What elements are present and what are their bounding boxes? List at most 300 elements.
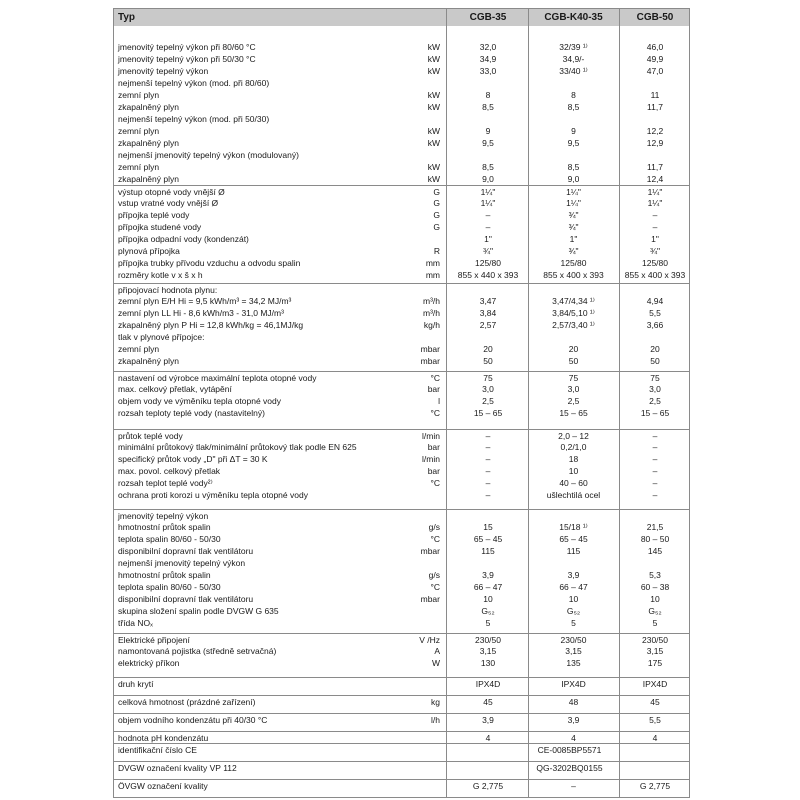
- row-unit: [412, 113, 440, 125]
- value-cgb-k40-35: 2,57/3,40 ¹⁾: [552, 320, 595, 330]
- value-cgb-50: 20: [650, 344, 660, 354]
- table-row: [114, 137, 689, 149]
- table-row: [114, 557, 689, 569]
- value-cgb-50: G₅₂: [648, 606, 662, 616]
- row-unit: °C: [430, 478, 440, 488]
- value-cgb-35: –: [485, 454, 491, 464]
- row-unit: g/s: [428, 522, 440, 532]
- row-unit: W: [431, 658, 440, 668]
- row-unit: kW: [427, 102, 440, 112]
- value-cgb-k40-35: 75: [568, 373, 579, 383]
- row-label: zemní plyn: [118, 126, 160, 136]
- value-cgb-50: 11,7: [647, 162, 663, 172]
- table-row: [114, 407, 689, 419]
- table-row: [114, 355, 689, 367]
- row-unit: °C: [430, 408, 440, 418]
- row-unit: mm: [425, 258, 440, 268]
- row-unit: g/s: [428, 570, 440, 580]
- column-divider: [619, 9, 620, 797]
- value-cgb-35: 33,0: [479, 66, 497, 76]
- row-unit: kg: [431, 697, 440, 707]
- table-row: [114, 383, 689, 395]
- row-unit: R: [433, 246, 440, 256]
- row-label: nastavení od výrobce maximální teplota otopné vody: [118, 373, 317, 383]
- value-cgb-k40-35: 65 – 45: [559, 534, 588, 544]
- row-unit: kW: [427, 162, 440, 172]
- value-cgb-50: 230/50: [642, 635, 668, 645]
- value-cgb-50: 75: [650, 373, 660, 383]
- value-cgb-k40-35: 9,5: [567, 138, 580, 148]
- row-label: zkapalněný plyn: [118, 356, 179, 366]
- value-cgb-k40-35: [528, 113, 619, 125]
- value-cgb-50: 855 x 400 x 393: [624, 270, 686, 280]
- value-cgb-50: 5,5: [649, 715, 661, 725]
- value-cgb-50: –: [652, 431, 658, 441]
- row-unit: [412, 780, 440, 792]
- value-cgb-35: 2,57: [479, 320, 497, 330]
- table-header: [114, 9, 689, 26]
- value-cgb-35: 15: [483, 522, 493, 532]
- table-row: [114, 77, 689, 89]
- value-cgb-35: 9,5: [482, 138, 494, 148]
- value-cgb-50: –: [652, 210, 658, 220]
- row-label: teplota spalin 80/60 - 50/30: [118, 534, 221, 544]
- value-cgb-k40-35: 48: [568, 697, 579, 707]
- row-label: přípojka trubky přívodu vzduchu a odvodu spalin: [118, 258, 301, 268]
- table-row: [114, 149, 689, 161]
- value-cgb-35: 15 – 65: [473, 408, 503, 418]
- value-cgb-35: G₅₂: [481, 606, 495, 616]
- row-label: rozsah teploty teplé vody (nastavitelný): [118, 408, 265, 418]
- value-cgb-k40-35: 125/80: [560, 258, 587, 268]
- row-unit: l/min: [422, 454, 440, 464]
- value-cgb-k40-35: 2,0 – 12: [558, 431, 589, 441]
- value-cgb-k40-35: [528, 557, 619, 569]
- value-cgb-k40-35: 9: [571, 126, 576, 136]
- value-cgb-k40-35: 3,9: [567, 715, 580, 725]
- value-cgb-k40-35: ¾": [568, 246, 579, 256]
- table-row: [114, 645, 689, 657]
- table-row: [114, 89, 689, 101]
- table-row: [114, 125, 689, 137]
- row-label: max. povol. celkový přetlak: [118, 466, 221, 476]
- value-cgb-k40-35: 32/39 ¹⁾: [559, 42, 588, 52]
- value-cgb-k40-35: G₅₂: [566, 606, 581, 616]
- row-label: jmenovitý tepelný výkon při 50/30 °C: [118, 54, 256, 64]
- row-unit: kW: [427, 90, 440, 100]
- table-row: [114, 209, 689, 221]
- table-row: [114, 173, 689, 185]
- table-row: [114, 605, 689, 617]
- value-cgb-50: –: [652, 466, 658, 476]
- value-cgb-k40-35: 8,5: [567, 162, 580, 172]
- value-cgb-35: 34,9: [479, 54, 497, 64]
- table-row: [114, 331, 689, 343]
- row-label: Elektrické připojení: [118, 635, 190, 645]
- row-unit: kW: [427, 66, 440, 76]
- row-label: tlak v plynové přípojce:: [118, 332, 205, 342]
- value-cgb-50: 4: [652, 733, 658, 743]
- value-cgb-50: 5,5: [649, 308, 661, 318]
- row-unit: mbar: [420, 344, 440, 354]
- table-row: [114, 617, 689, 629]
- row-label: zkapalněný plyn: [118, 102, 179, 112]
- value-cgb-35: –: [485, 210, 491, 220]
- value-cgb-35: 32,0: [479, 42, 497, 52]
- row-label: druh krytí: [118, 679, 154, 689]
- row-label: celková hmotnost (prázdné zařízení): [118, 697, 256, 707]
- value-cgb-k40-35: 20: [568, 344, 579, 354]
- row-unit: [412, 233, 440, 245]
- row-label: zemní plyn: [118, 344, 160, 354]
- row-value-merged: QG-3202BQ0155: [536, 763, 603, 773]
- row-unit: V /Hz: [419, 635, 440, 645]
- table-row: [114, 161, 689, 173]
- table-row: [114, 257, 689, 269]
- value-cgb-50: G 2,775: [639, 781, 671, 791]
- value-cgb-35: 65 – 45: [473, 534, 503, 544]
- value-cgb-35: 125/80: [475, 258, 501, 268]
- value-cgb-35: 3,84: [479, 308, 497, 318]
- row-unit: m³/h: [423, 296, 440, 306]
- row-label: zemní plyn LL Hi - 8,6 kWh/m3 - 31,0 MJ/m³: [118, 308, 284, 318]
- value-cgb-50: ¾": [649, 246, 661, 256]
- row-label: plynová přípojka: [118, 246, 180, 256]
- value-cgb-35: –: [485, 222, 491, 232]
- value-cgb-35: 3,9: [482, 570, 494, 580]
- table-row: [114, 779, 689, 792]
- value-cgb-50: 12,2: [646, 126, 664, 136]
- table-row: [114, 657, 689, 669]
- table-row: [114, 713, 689, 726]
- row-label: hmotnostní průtok spalin: [118, 522, 211, 532]
- table-row: [114, 453, 689, 465]
- value-cgb-35: –: [485, 478, 491, 488]
- value-cgb-35: 9: [485, 126, 491, 136]
- value-cgb-50: –: [652, 490, 658, 500]
- row-label: vstup vratné vody vnější Ø: [118, 198, 219, 208]
- value-cgb-50: 45: [650, 697, 660, 707]
- value-cgb-35: ¾": [482, 246, 494, 256]
- value-cgb-k40-35: [528, 149, 619, 161]
- value-cgb-k40-35: 10: [568, 466, 579, 476]
- row-label: ochrana proti korozi u výměníku tepla otopné vody: [118, 490, 308, 500]
- value-cgb-50: –: [652, 478, 658, 488]
- row-unit: [412, 744, 440, 756]
- table-row: [114, 307, 689, 319]
- table-row: [114, 197, 689, 209]
- row-label: minimální průtokový tlak/minimální průtokový tlak podle EN 625: [118, 442, 357, 452]
- value-cgb-35: 45: [483, 697, 493, 707]
- value-cgb-50: 145: [647, 546, 663, 556]
- table-row: [114, 489, 689, 501]
- value-cgb-k40-35: 1¼": [566, 187, 581, 197]
- row-label: přípojka teplé vody: [118, 210, 190, 220]
- value-cgb-k40-35: IPX4D: [561, 679, 586, 689]
- value-cgb-k40-35: 40 – 60: [559, 478, 588, 488]
- row-unit: l/h: [431, 715, 440, 725]
- value-cgb-50: 125/80: [642, 258, 668, 268]
- value-cgb-k40-35: 3,15: [565, 646, 582, 656]
- value-cgb-k40-35: 15 – 65: [559, 408, 588, 418]
- row-unit: kg/h: [423, 320, 440, 330]
- table-row: [114, 343, 689, 355]
- value-cgb-35: [448, 113, 528, 125]
- value-cgb-50: 4,94: [646, 296, 664, 306]
- value-cgb-k40-35: 1": [569, 234, 578, 244]
- row-unit: °C: [430, 582, 440, 592]
- value-cgb-k40-35: [528, 331, 619, 343]
- table-row: [114, 441, 689, 453]
- value-cgb-50: 5: [652, 618, 658, 628]
- value-cgb-50: 11: [650, 90, 660, 100]
- value-cgb-k40-35: 115: [566, 546, 581, 556]
- value-cgb-k40-35: [528, 77, 619, 89]
- value-cgb-35: –: [485, 466, 491, 476]
- value-cgb-50: [619, 149, 691, 161]
- value-cgb-50: 1": [651, 234, 659, 244]
- value-cgb-35: 8: [485, 90, 491, 100]
- row-label: specifický průtok vody „D" při ΔT = 30 K: [118, 454, 268, 464]
- value-cgb-35: 50: [483, 356, 493, 366]
- value-cgb-50: 2,5: [649, 396, 661, 406]
- value-cgb-k40-35: –: [571, 781, 576, 791]
- table-row: [114, 53, 689, 65]
- value-cgb-50: [619, 557, 691, 569]
- row-label: nejmenší tepelný výkon (mod. při 50/30): [118, 114, 270, 124]
- value-cgb-50: 49,9: [646, 54, 664, 64]
- row-label: objem vodního kondenzátu při 40/30 °C: [118, 715, 268, 725]
- value-cgb-35: 1¼": [480, 198, 496, 208]
- value-cgb-k40-35: ¾": [568, 210, 579, 220]
- value-cgb-50: [619, 113, 691, 125]
- row-unit: G: [433, 187, 440, 197]
- value-cgb-k40-35: 8: [571, 90, 576, 100]
- column-divider: [446, 9, 447, 797]
- row-unit: l/min: [422, 431, 440, 441]
- row-label: průtok teplé vody: [118, 431, 183, 441]
- value-cgb-k40-35: 3,47/4,34 ¹⁾: [552, 296, 595, 306]
- value-cgb-35: 130: [480, 658, 496, 668]
- row-unit: bar: [427, 384, 440, 394]
- value-cgb-k40-35: 2,5: [567, 396, 580, 406]
- header-label: Typ: [118, 12, 136, 23]
- value-cgb-k40-35: 4: [571, 733, 576, 743]
- row-label: nejmenší tepelný výkon (mod. při 80/60): [118, 78, 270, 88]
- value-cgb-35: 855 x 440 x 393: [457, 270, 519, 280]
- row-label: rozsah teplot teplé vody²⁾: [118, 478, 213, 488]
- row-unit: mm: [425, 270, 440, 280]
- row-unit: bar: [427, 466, 440, 476]
- row-label: zkapalněný plyn: [118, 138, 179, 148]
- table-row: [114, 593, 689, 605]
- row-unit: mbar: [420, 356, 440, 366]
- value-cgb-50: 15 – 65: [640, 408, 670, 418]
- table-row: [114, 465, 689, 477]
- value-cgb-k40-35: 9,0: [567, 174, 580, 184]
- value-cgb-k40-35: 0,2/1,0: [560, 442, 587, 452]
- row-label: disponibilní dopravní tlak ventilátoru: [118, 594, 254, 604]
- value-cgb-35: 20: [483, 344, 493, 354]
- value-cgb-35: 1¼": [480, 187, 496, 197]
- value-cgb-35: 4: [485, 733, 491, 743]
- row-label: výstup otopné vody vnější Ø: [118, 187, 225, 197]
- row-label: elektrický příkon: [118, 658, 180, 668]
- row-label: zemní plyn E/H Hi = 9,5 kWh/m³ = 34,2 MJ/m³: [118, 296, 292, 306]
- value-cgb-k40-35: 855 x 400 x 393: [543, 270, 604, 280]
- row-label: připojovací hodnota plynu:: [118, 285, 218, 295]
- table-row: [114, 761, 689, 774]
- value-cgb-50: 12,4: [646, 174, 664, 184]
- table-row: [114, 533, 689, 545]
- value-cgb-k40-35: 3,9: [567, 570, 580, 580]
- value-cgb-k40-35: 34,9/-: [562, 54, 585, 64]
- row-label: hmotnostní průtok spalin: [118, 570, 211, 580]
- row-unit: °C: [430, 373, 440, 383]
- value-cgb-35: –: [485, 442, 491, 452]
- value-cgb-35: 2,5: [482, 396, 494, 406]
- value-cgb-50: 175: [647, 658, 663, 668]
- value-cgb-50: 46,0: [646, 42, 664, 52]
- value-cgb-35: 3,15: [479, 646, 497, 656]
- value-cgb-35: 75: [483, 373, 493, 383]
- row-unit: [412, 762, 440, 774]
- column-divider: [528, 9, 529, 797]
- row-unit: bar: [427, 442, 440, 452]
- row-unit: kW: [427, 42, 440, 52]
- value-cgb-k40-35: 230/50: [560, 635, 587, 645]
- row-label: nejmenší jmenovitý tepelný výkon: [118, 558, 246, 568]
- table-row: [114, 113, 689, 125]
- value-cgb-50: 1¼": [647, 198, 663, 208]
- row-label: třída NOₓ: [118, 618, 153, 628]
- table-row: [114, 395, 689, 407]
- row-unit: A: [434, 646, 440, 656]
- row-label: hodnota pH kondenzátu: [118, 733, 209, 743]
- row-unit: [412, 617, 440, 629]
- table-row: [114, 545, 689, 557]
- value-cgb-k40-35: 3,84/5,10 ¹⁾: [552, 308, 595, 318]
- row-unit: G: [433, 210, 440, 220]
- value-cgb-k40-35: 66 – 47: [559, 582, 588, 592]
- value-cgb-k40-35: 50: [568, 356, 579, 366]
- row-unit: [412, 149, 440, 161]
- table-row: [114, 245, 689, 257]
- table-row: [114, 743, 689, 756]
- row-label: zemní plyn: [118, 162, 160, 172]
- value-cgb-35: 5: [485, 618, 491, 628]
- row-label: objem vody ve výměníku tepla otopné vody: [118, 396, 282, 406]
- row-unit: kW: [427, 54, 440, 64]
- value-cgb-50: 5,3: [649, 570, 661, 580]
- row-label: max. celkový přetlak, vytápění: [118, 384, 232, 394]
- table-row: [114, 269, 689, 281]
- value-cgb-k40-35: 3,0: [567, 384, 580, 394]
- row-label: jmenovitý tepelný výkon: [118, 511, 209, 521]
- value-cgb-50: 47,0: [646, 66, 664, 76]
- row-label: jmenovitý tepelný výkon: [118, 66, 209, 76]
- value-cgb-35: 66 – 47: [473, 582, 503, 592]
- row-unit: kW: [427, 138, 440, 148]
- value-cgb-35: 9,0: [482, 174, 494, 184]
- value-cgb-50: IPX4D: [642, 679, 668, 689]
- row-label: nejmenší jmenovitý tepelný výkon (modulovaný): [118, 150, 299, 160]
- value-cgb-35: 115: [481, 546, 495, 556]
- table-row: [114, 221, 689, 233]
- table-row: [114, 569, 689, 581]
- value-cgb-50: 3,0: [649, 384, 661, 394]
- row-unit: [412, 77, 440, 89]
- value-cgb-35: 10: [483, 594, 493, 604]
- row-unit: [412, 557, 440, 569]
- row-unit: °C: [430, 534, 440, 544]
- table-row: [114, 65, 689, 77]
- row-unit: [412, 489, 440, 501]
- row-label: zkapalněný plyn P Hi = 12,8 kWh/kg = 46,1MJ/kg: [118, 320, 304, 330]
- value-cgb-50: 11,7: [647, 102, 663, 112]
- value-cgb-35: 3,9: [482, 715, 494, 725]
- row-label: disponibilní dopravní tlak ventilátoru: [118, 546, 254, 556]
- row-label: identifikační číslo CE: [118, 745, 197, 755]
- row-label: skupina složení spalin podle DVGW G 635: [118, 606, 279, 616]
- value-cgb-35: 8,5: [482, 162, 494, 172]
- value-cgb-k40-35: 5: [571, 618, 576, 628]
- row-unit: kW: [427, 174, 440, 184]
- row-label: jmenovitý tepelný výkon při 80/60 °C: [118, 42, 256, 52]
- header-col-cgb-50: CGB-50: [636, 12, 674, 23]
- value-cgb-50: 12,9: [646, 138, 664, 148]
- row-unit: [412, 678, 440, 690]
- row-unit: l: [438, 396, 440, 406]
- row-label: přípojka odpadní vody (kondenzát): [118, 234, 249, 244]
- table-row: [114, 695, 689, 708]
- row-unit: G: [433, 198, 440, 208]
- value-cgb-35: 1": [484, 234, 492, 244]
- value-cgb-35: 230/50: [475, 635, 501, 645]
- row-unit: mbar: [420, 546, 440, 556]
- row-unit: mbar: [420, 594, 440, 604]
- table-row: [114, 477, 689, 489]
- value-cgb-k40-35: 1¼": [566, 198, 581, 208]
- value-cgb-50: –: [652, 442, 658, 452]
- value-cgb-50: 50: [650, 356, 660, 366]
- table-row: [114, 101, 689, 113]
- value-cgb-35: 3,47: [479, 296, 497, 306]
- row-label: ÖVGW označení kvality: [118, 781, 208, 791]
- value-cgb-k40-35: 33/40 ¹⁾: [559, 66, 588, 76]
- value-cgb-35: –: [485, 431, 491, 441]
- value-cgb-35: [448, 331, 528, 343]
- technical-data-table: [113, 8, 690, 798]
- value-cgb-50: 3,15: [646, 646, 664, 656]
- header-col-cgb-k40-35: CGB-K40-35: [544, 12, 603, 23]
- row-label: DVGW označení kvality VP 112: [118, 763, 237, 773]
- value-cgb-35: IPX4D: [475, 679, 501, 689]
- value-cgb-35: [448, 557, 528, 569]
- value-cgb-35: [448, 149, 528, 161]
- header-col-cgb-35: CGB-35: [469, 12, 507, 23]
- row-label: namontovaná pojistka (středně setrvačná): [118, 646, 277, 656]
- value-cgb-50: 21,5: [646, 522, 664, 532]
- row-label: zemní plyn: [118, 90, 160, 100]
- row-value-merged: CE-0085BP5571: [537, 745, 602, 755]
- row-unit: G: [433, 222, 440, 232]
- value-cgb-50: 3,66: [646, 320, 664, 330]
- row-unit: kW: [427, 126, 440, 136]
- row-unit: [412, 331, 440, 343]
- value-cgb-50: [619, 331, 691, 343]
- value-cgb-k40-35: 10: [568, 594, 579, 604]
